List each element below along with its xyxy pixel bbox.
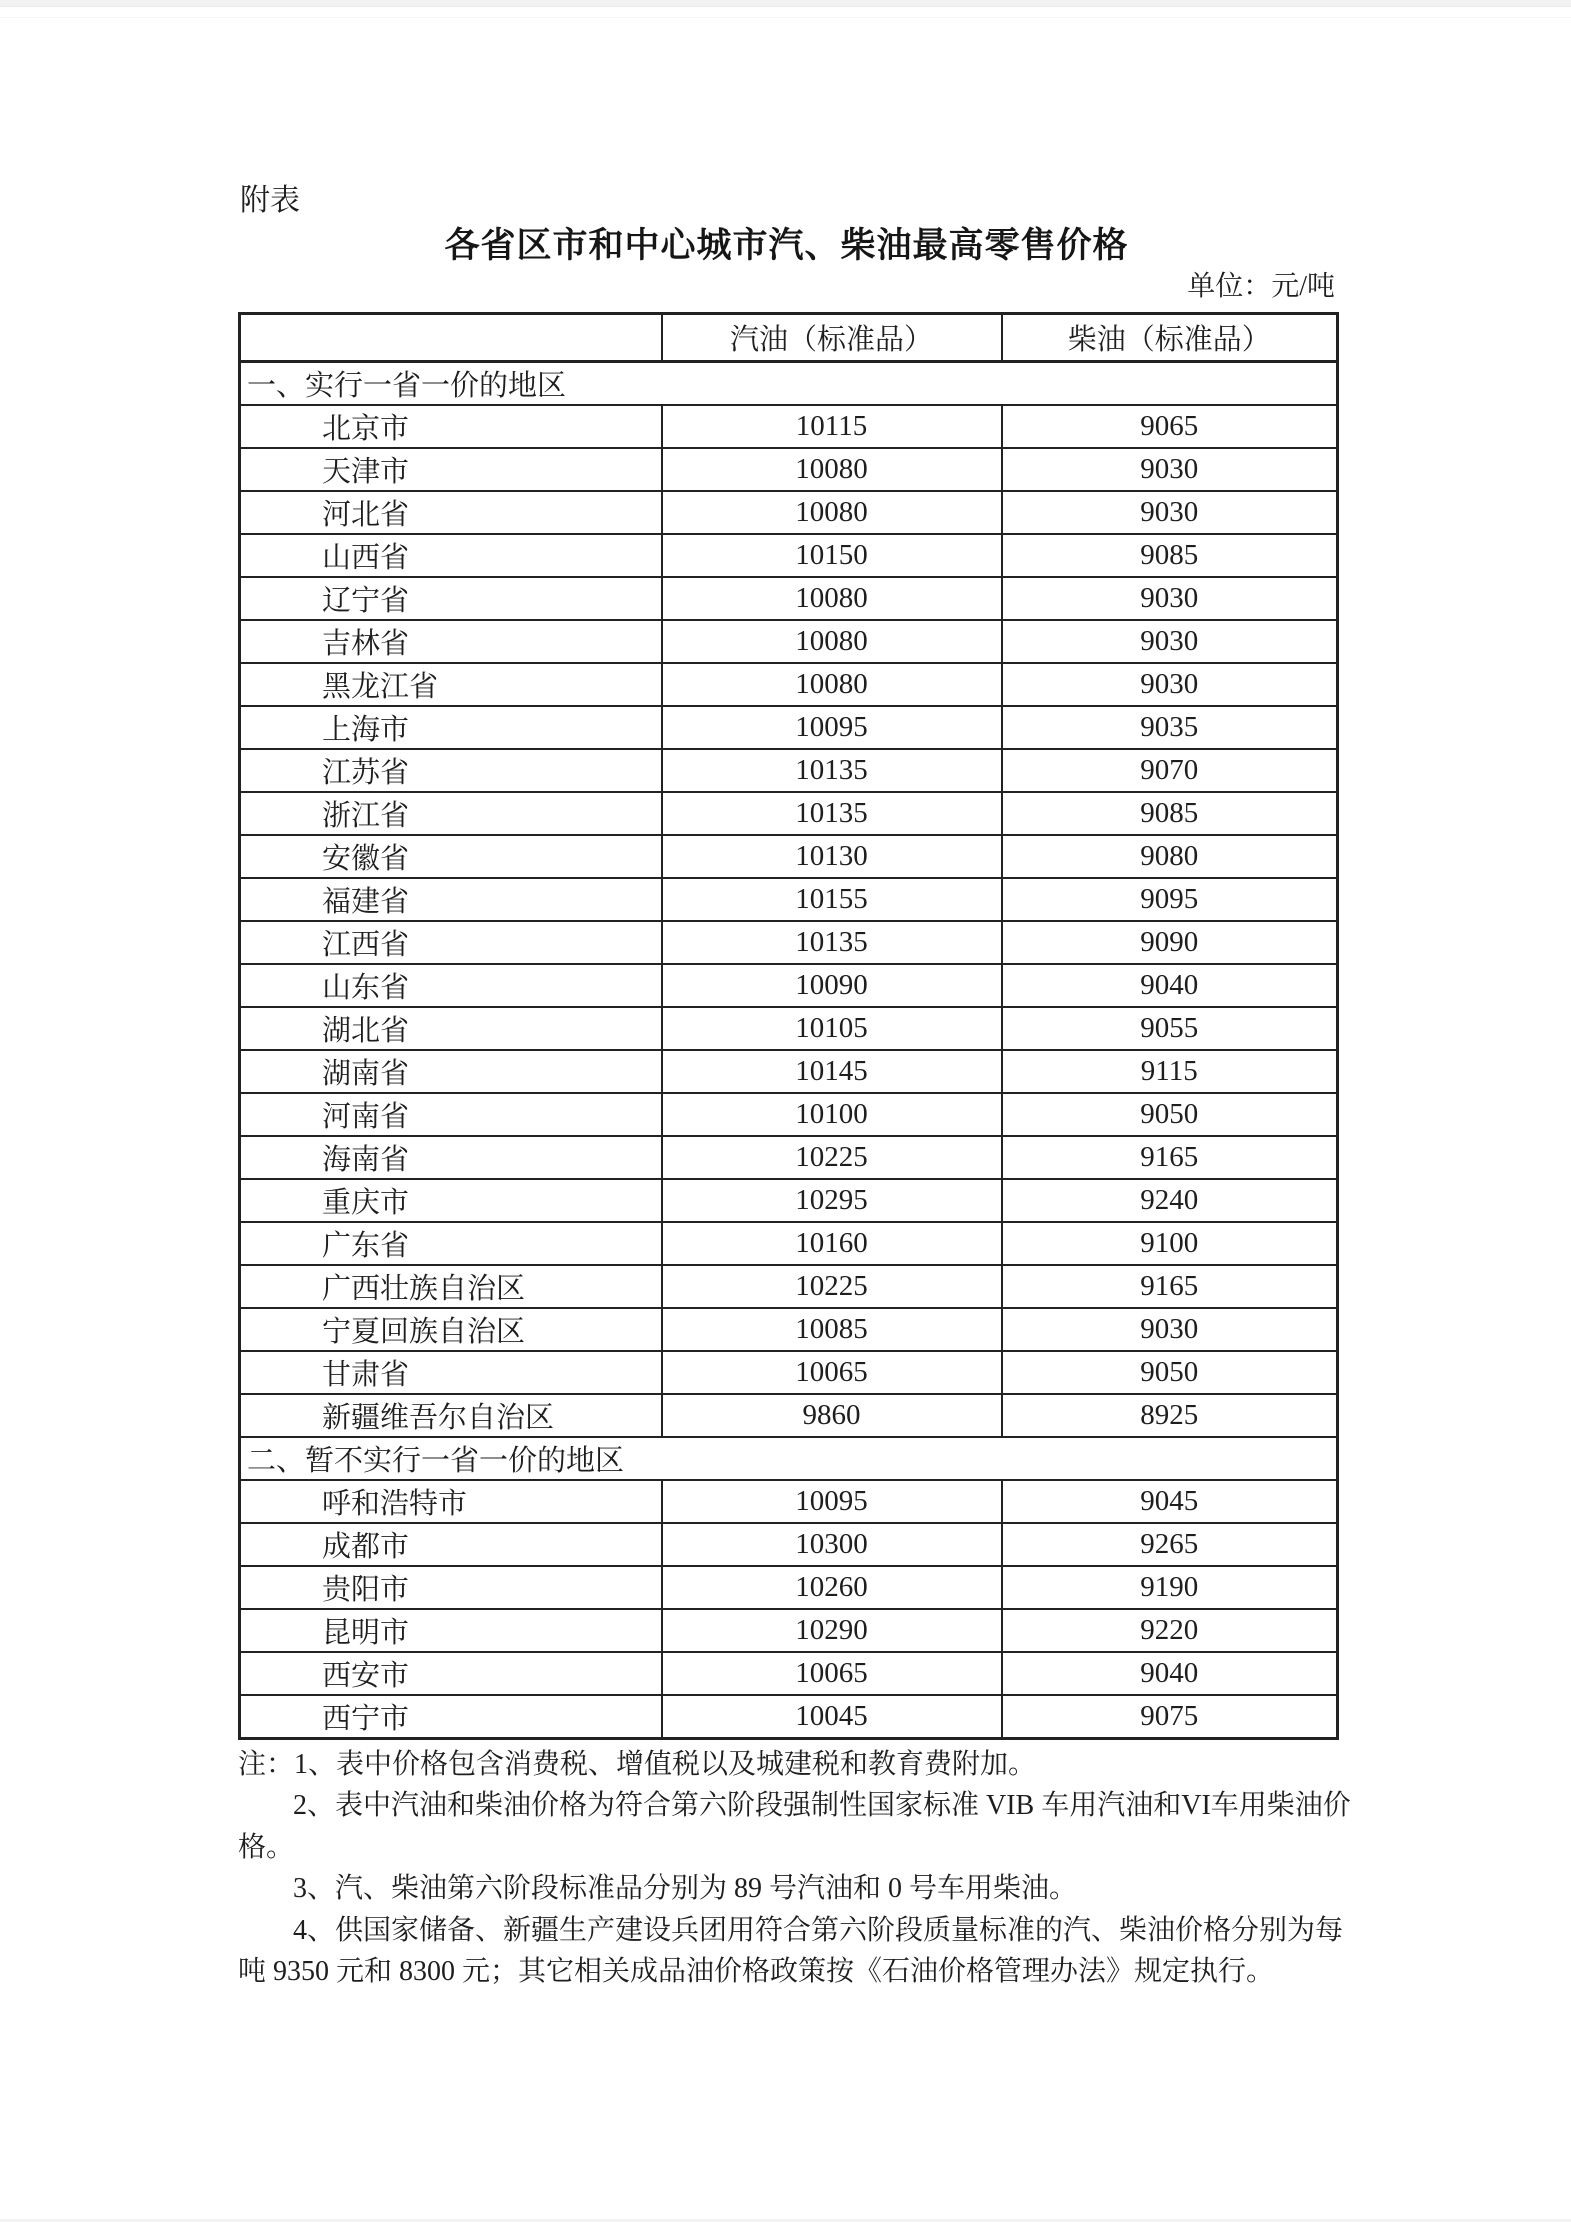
gasoline-price-cell: 10080 [662,620,1002,663]
region-cell: 吉林省 [240,620,662,663]
table-row [240,448,1338,491]
table-row [240,1566,1338,1609]
diesel-price-cell: 9085 [1002,792,1338,835]
diesel-price-cell: 9050 [1002,1093,1338,1136]
table-row [240,1222,1338,1265]
region-cell: 湖南省 [240,1050,662,1093]
gasoline-price-cell: 10225 [662,1136,1002,1179]
region-cell: 山西省 [240,534,662,577]
region-cell: 新疆维吾尔自治区 [240,1394,662,1437]
region-cell: 广东省 [240,1222,662,1265]
table-row [240,534,1338,577]
table-row [240,1652,1338,1695]
region-cell: 甘肃省 [240,1351,662,1394]
table-row [240,1136,1338,1179]
table-row [240,706,1338,749]
unit-label: 单位：元/吨 [1187,271,1335,302]
gasoline-price-cell: 10095 [662,706,1002,749]
table-row [240,749,1338,792]
diesel-price-cell: 9030 [1002,448,1338,491]
column-header-row [240,314,1338,362]
region-cell: 呼和浩特市 [240,1480,662,1523]
gasoline-price-cell: 10105 [662,1007,1002,1050]
gasoline-price-cell: 10065 [662,1652,1002,1695]
region-cell: 江苏省 [240,749,662,792]
column-header-gasoline: 汽油（标准品） [662,314,1002,362]
gasoline-price-cell: 10115 [662,405,1002,448]
table-row [240,878,1338,921]
gasoline-price-cell: 10155 [662,878,1002,921]
region-cell: 天津市 [240,448,662,491]
table-row [240,1265,1338,1308]
table-row [240,620,1338,663]
table-row [240,792,1338,835]
region-cell: 重庆市 [240,1179,662,1222]
diesel-price-cell: 9030 [1002,1308,1338,1351]
note-line: 2、表中汽油和柴油价格为符合第六阶段强制性国家标准 VIB 车用汽油和VI车用柴油价 [293,1790,1351,1822]
region-cell: 福建省 [240,878,662,921]
diesel-price-cell: 9100 [1002,1222,1338,1265]
diesel-price-cell: 9095 [1002,878,1338,921]
column-header-diesel: 柴油（标准品） [1002,314,1338,362]
diesel-price-cell: 9030 [1002,491,1338,534]
table-row [240,1351,1338,1394]
diesel-price-cell: 9030 [1002,620,1338,663]
table-body [240,362,1338,1739]
diesel-price-cell: 9240 [1002,1179,1338,1222]
diesel-price-cell: 9190 [1002,1566,1338,1609]
note-line: 3、汽、柴油第六阶段标准品分别为 89 号汽油和 0 号车用柴油。 [293,1873,1078,1905]
gasoline-price-cell: 10290 [662,1609,1002,1652]
page-top-edge-line [0,17,1571,18]
region-cell: 河北省 [240,491,662,534]
diesel-price-cell: 9075 [1002,1695,1338,1739]
region-cell: 北京市 [240,405,662,448]
diesel-price-cell: 9115 [1002,1050,1338,1093]
gasoline-price-cell: 10135 [662,792,1002,835]
region-cell: 广西壮族自治区 [240,1265,662,1308]
gasoline-price-cell: 10130 [662,835,1002,878]
gasoline-price-cell: 10300 [662,1523,1002,1566]
gasoline-price-cell: 10045 [662,1695,1002,1739]
diesel-price-cell: 9090 [1002,921,1338,964]
gasoline-price-cell: 10260 [662,1566,1002,1609]
table-row [240,1480,1338,1523]
table-row [240,491,1338,534]
table-row [240,577,1338,620]
page-top-edge [0,0,1571,7]
section-title: 一、实行一省一价的地区 [240,362,1338,406]
diesel-price-cell: 9080 [1002,835,1338,878]
diesel-price-cell: 8925 [1002,1394,1338,1437]
table-row [240,1007,1338,1050]
notes [238,1744,1418,1992]
annex-label: 附表 [240,184,300,217]
table-row [240,1523,1338,1566]
diesel-price-cell: 9265 [1002,1523,1338,1566]
table-row [240,663,1338,706]
gasoline-price-cell: 10160 [662,1222,1002,1265]
diesel-price-cell: 9070 [1002,749,1338,792]
region-cell: 成都市 [240,1523,662,1566]
table-row [240,1179,1338,1222]
table-row [240,964,1338,1007]
diesel-price-cell: 9040 [1002,964,1338,1007]
diesel-price-cell: 9165 [1002,1265,1338,1308]
table-row [240,405,1338,448]
region-cell: 昆明市 [240,1609,662,1652]
diesel-price-cell: 9220 [1002,1609,1338,1652]
table-row [240,1695,1338,1739]
gasoline-price-cell: 10135 [662,921,1002,964]
diesel-price-cell: 9030 [1002,663,1338,706]
table-row [240,835,1338,878]
table-row [240,1394,1338,1437]
gasoline-price-cell: 10085 [662,1308,1002,1351]
note-line: 4、供国家储备、新疆生产建设兵团用符合第六阶段质量标准的汽、柴油价格分别为每 [293,1914,1344,1946]
diesel-price-cell: 9040 [1002,1652,1338,1695]
gasoline-price-cell: 10295 [662,1179,1002,1222]
region-cell: 山东省 [240,964,662,1007]
region-cell: 西宁市 [240,1695,662,1739]
region-cell: 宁夏回族自治区 [240,1308,662,1351]
diesel-price-cell: 9045 [1002,1480,1338,1523]
gasoline-price-cell: 10090 [662,964,1002,1007]
region-cell: 河南省 [240,1093,662,1136]
gasoline-price-cell: 9860 [662,1394,1002,1437]
region-cell: 湖北省 [240,1007,662,1050]
gasoline-price-cell: 10080 [662,577,1002,620]
diesel-price-cell: 9050 [1002,1351,1338,1394]
table-row [240,1093,1338,1136]
table-row [240,921,1338,964]
region-cell: 江西省 [240,921,662,964]
price-table [238,312,1339,1740]
diesel-price-cell: 9030 [1002,577,1338,620]
gasoline-price-cell: 10095 [662,1480,1002,1523]
section-header-row [240,362,1338,406]
gasoline-price-cell: 10065 [662,1351,1002,1394]
section-header-row [240,1437,1338,1480]
gasoline-price-cell: 10225 [662,1265,1002,1308]
gasoline-price-cell: 10100 [662,1093,1002,1136]
region-cell: 海南省 [240,1136,662,1179]
gasoline-price-cell: 10080 [662,491,1002,534]
gasoline-price-cell: 10135 [662,749,1002,792]
column-header-region [240,314,662,362]
note-line: 格。 [238,1831,295,1863]
gasoline-price-cell: 10080 [662,448,1002,491]
region-cell: 辽宁省 [240,577,662,620]
diesel-price-cell: 9035 [1002,706,1338,749]
table-row [240,1050,1338,1093]
note-line: 吨 9350 元和 8300 元；其它相关成品油价格政策按《石油价格管理办法》规定执行。 [238,1956,1275,1988]
gasoline-price-cell: 10150 [662,534,1002,577]
region-cell: 黑龙江省 [240,663,662,706]
document-title: 各省区市和中心城市汽、柴油最高零售价格 [444,226,1129,265]
region-cell: 浙江省 [240,792,662,835]
region-cell: 上海市 [240,706,662,749]
table-header [240,314,1338,362]
gasoline-price-cell: 10080 [662,663,1002,706]
region-cell: 西安市 [240,1652,662,1695]
diesel-price-cell: 9085 [1002,534,1338,577]
gasoline-price-cell: 10145 [662,1050,1002,1093]
region-cell: 安徽省 [240,835,662,878]
table-row [240,1609,1338,1652]
table-row [240,1308,1338,1351]
diesel-price-cell: 9055 [1002,1007,1338,1050]
diesel-price-cell: 9065 [1002,405,1338,448]
diesel-price-cell: 9165 [1002,1136,1338,1179]
region-cell: 贵阳市 [240,1566,662,1609]
section-title: 二、暂不实行一省一价的地区 [240,1437,1338,1480]
note-line: 注：1、表中价格包含消费税、增值税以及城建税和教育费附加。 [238,1749,1037,1780]
